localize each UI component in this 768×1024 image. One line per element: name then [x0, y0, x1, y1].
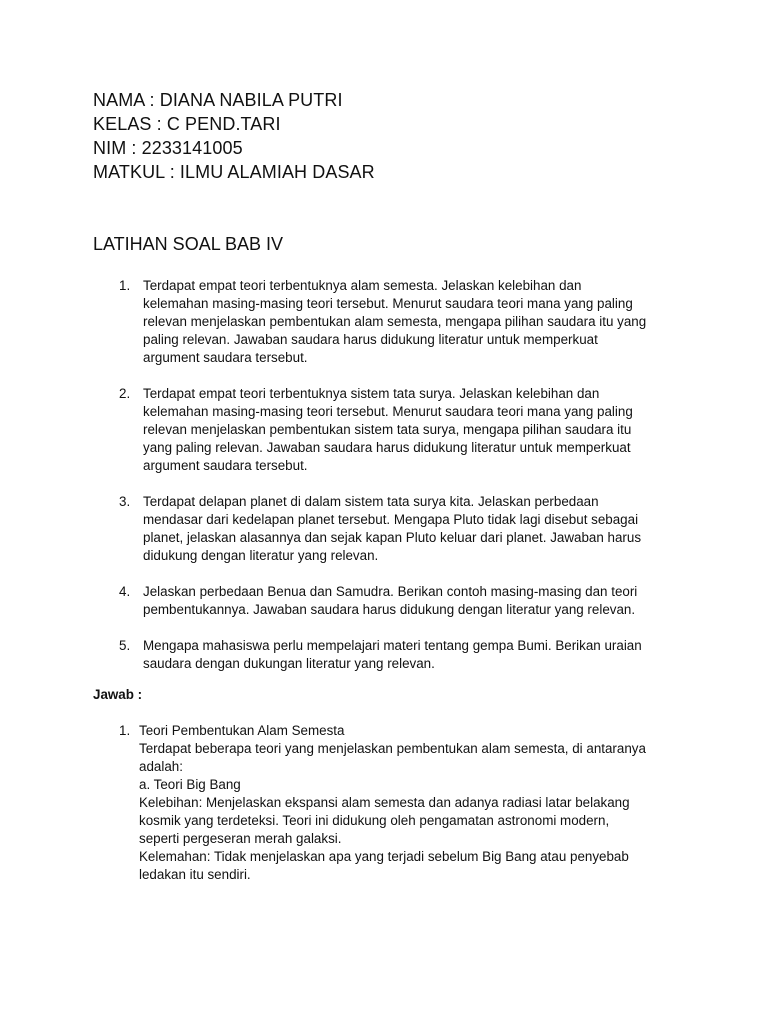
question-item — [0, 583, 768, 619]
student-name: NAMA : DIANA NABILA PUTRI — [93, 90, 343, 110]
question-text — [143, 385, 683, 475]
answer-line: ledakan itu sendiri. — [139, 867, 251, 882]
question-line: yang paling relevan. Jawaban saudara harus didukung literatur untuk memperkuat — [143, 440, 631, 455]
answer-label: Jawab : — [93, 687, 143, 702]
answer-line: Kelemahan: Tidak menjelaskan apa yang terjadi sebelum Big Bang atau penyebab — [139, 849, 629, 864]
student-class: KELAS : C PEND.TARI — [93, 114, 281, 134]
student-nim: NIM : 2233141005 — [93, 138, 243, 158]
question-line: kelemahan masing-masing teori tersebut. Menurut saudara teori mana yang paling — [143, 404, 633, 419]
answer-heading: Teori Pembentukan Alam Semesta — [139, 723, 345, 738]
answer-line: kosmik yang terdeteksi. Teori ini didukung oleh pengamatan astronomi modern, — [139, 813, 610, 828]
question-line: kelemahan masing-masing teori tersebut. Menurut saudara teori mana yang paling — [143, 296, 633, 311]
question-line: paling relevan. Jawaban saudara harus didukung literatur untuk memperkuat — [143, 332, 598, 347]
answer-item — [0, 722, 768, 884]
answer-line: Terdapat beberapa teori yang menjelaskan pembentukan alam semesta, di antaranya — [139, 741, 646, 756]
section-title: LATIHAN SOAL BAB IV — [93, 234, 284, 254]
question-line: relevan menjelaskan pembentukan sistem tata surya, mengapa pilihan saudara itu — [143, 422, 632, 437]
question-item — [0, 637, 768, 673]
answer-line: adalah: — [139, 759, 183, 774]
question-list — [0, 277, 768, 691]
question-line: Terdapat delapan planet di dalam sistem tata surya kita. Jelaskan perbedaan — [143, 494, 599, 509]
question-item — [0, 385, 768, 475]
question-text — [143, 277, 683, 367]
answer-text — [139, 722, 684, 884]
question-text — [143, 583, 683, 619]
question-line: relevan menjelaskan pembentukan alam semesta, mengapa pilihan saudara itu yang — [143, 314, 647, 329]
question-number: 4. — [119, 584, 131, 599]
question-text — [143, 493, 683, 565]
answer-subheading: a. Teori Big Bang — [139, 777, 241, 792]
question-number: 2. — [119, 386, 131, 401]
question-line: Mengapa mahasiswa perlu mempelajari materi tentang gempa Bumi. Berikan uraian — [143, 638, 642, 653]
question-line: planet, jelaskan alasannya dan sejak kapan Pluto keluar dari planet. Jawaban harus — [143, 530, 642, 545]
question-line: argument saudara tersebut. — [143, 458, 308, 473]
question-number: 1. — [119, 278, 131, 293]
question-number: 5. — [119, 638, 131, 653]
answer-line: seperti pergeseran merah galaksi. — [139, 831, 342, 846]
question-line: Terdapat empat teori terbentuknya sistem tata surya. Jelaskan kelebihan dan — [143, 386, 600, 401]
question-line: didukung dengan literatur yang relevan. — [143, 548, 379, 563]
question-line: saudara dengan dukungan literatur yang relevan. — [143, 656, 435, 671]
question-line: mendasar dari kedelapan planet tersebut. Mengapa Pluto tidak lagi disebut sebagai — [143, 512, 639, 527]
question-item — [0, 277, 768, 367]
answer-line: Kelebihan: Menjelaskan ekspansi alam semesta dan adanya radiasi latar belakang — [139, 795, 630, 810]
question-line: argument saudara tersebut. — [143, 350, 308, 365]
question-line: pembentukannya. Jawaban saudara harus didukung dengan literatur yang relevan. — [143, 602, 636, 617]
answer-number: 1. — [119, 723, 131, 738]
course-name: MATKUL : ILMU ALAMIAH DASAR — [93, 162, 375, 182]
question-line: Terdapat empat teori terbentuknya alam semesta. Jelaskan kelebihan dan — [143, 278, 582, 293]
question-text — [143, 637, 683, 673]
question-line: Jelaskan perbedaan Benua dan Samudra. Berikan contoh masing-masing dan teori — [143, 584, 638, 599]
student-info — [93, 88, 693, 184]
question-item — [0, 493, 768, 565]
question-number: 3. — [119, 494, 131, 509]
